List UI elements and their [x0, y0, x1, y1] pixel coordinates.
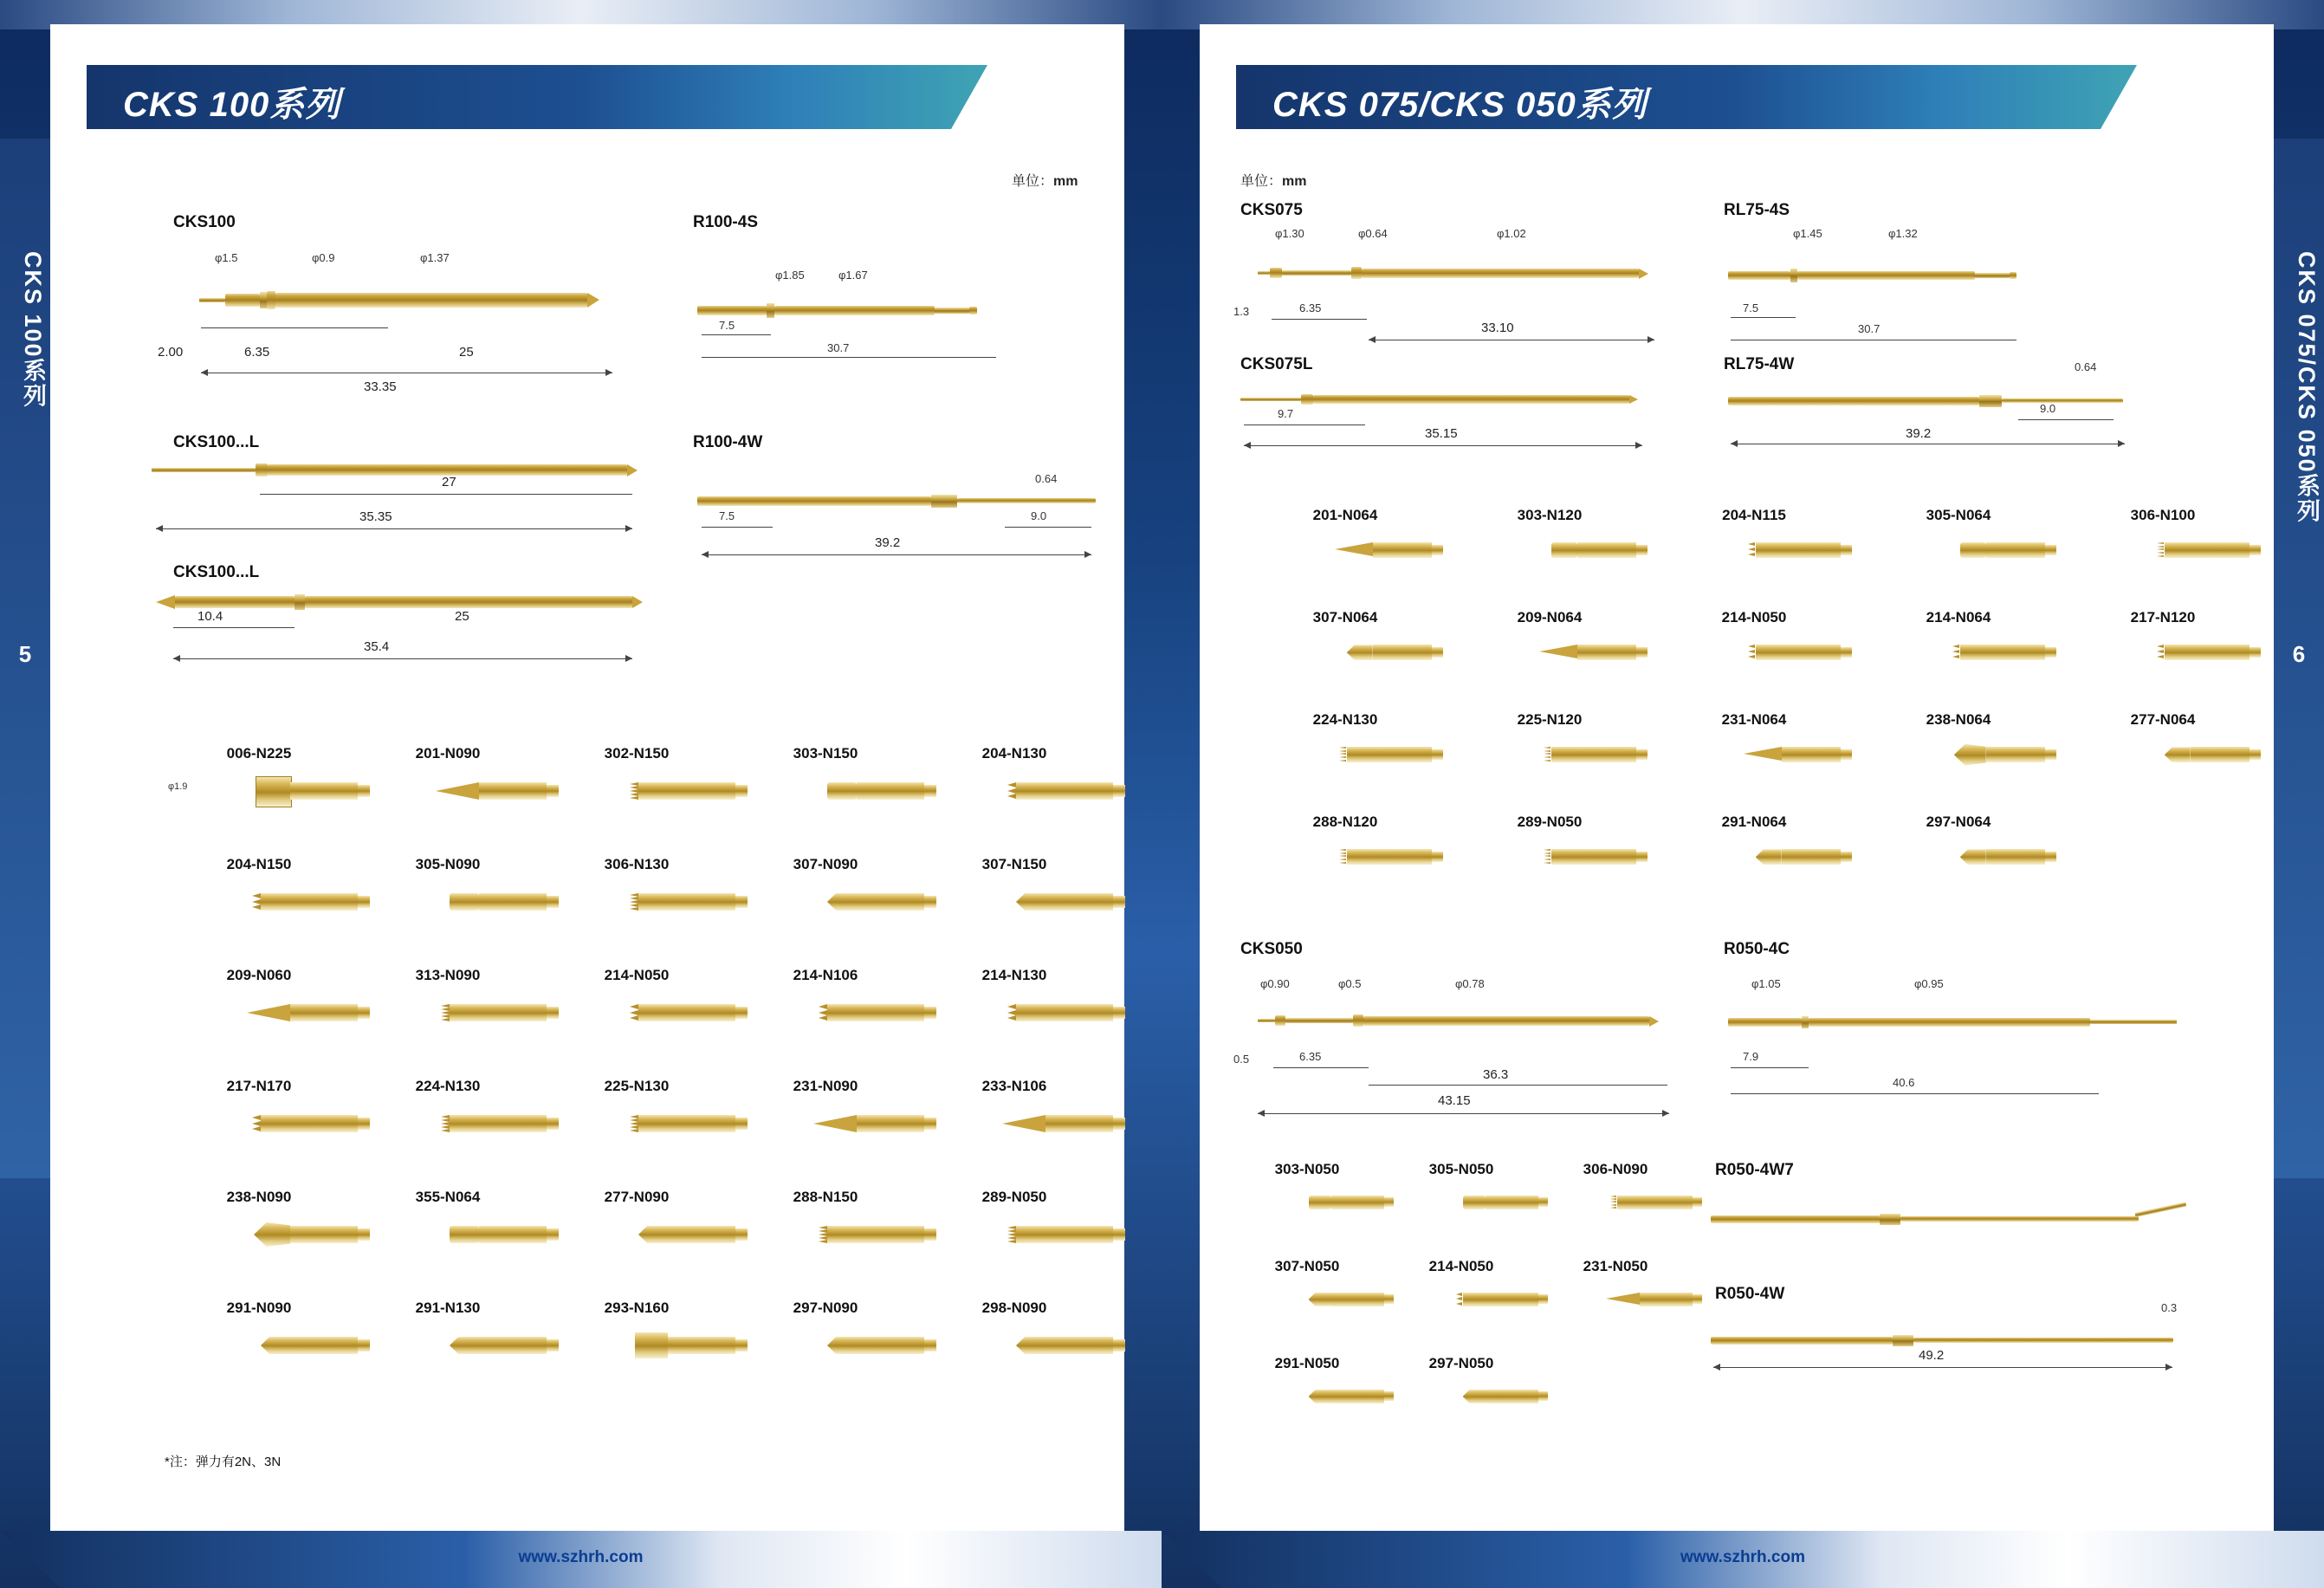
- tip-code-label: 291-N130: [415, 1300, 481, 1316]
- tip-code-label: 204-N150: [226, 856, 292, 872]
- tip-drawing: [1652, 533, 1856, 578]
- dim-cks100l-b-3: 35.4: [364, 639, 390, 654]
- tip-drawing: [1243, 737, 1447, 782]
- tip-drawing: [731, 882, 920, 927]
- tip-cell: [1538, 1258, 1693, 1329]
- tip-code-label: 231-N090: [793, 1078, 858, 1094]
- tip-code-label: 224-N130: [415, 1078, 481, 1094]
- dia-cks050-2: φ0.5: [1338, 977, 1362, 990]
- tip-code-label: 313-N090: [415, 967, 481, 983]
- dia-r050-4c-2: φ0.95: [1914, 977, 1944, 990]
- tip-code-label: 225-N130: [604, 1078, 670, 1094]
- tip-code-label: 305-N090: [415, 856, 481, 872]
- tip-cell: [1243, 813, 1447, 885]
- tip-code-label: 209-N064: [1517, 609, 1583, 625]
- dia-cks100-1: φ1.5: [215, 251, 238, 264]
- tip-cell: [1230, 1355, 1384, 1426]
- tip-cell: [165, 856, 353, 927]
- tip-cell: [165, 1300, 353, 1371]
- tip-code-label: 224-N130: [1312, 711, 1378, 728]
- tip-code-label: 277-N064: [2130, 711, 2196, 728]
- tip-drawing: [353, 771, 542, 816]
- right-side-tab-label: CKS 075/CKS 050系列: [2294, 251, 2320, 524]
- dia-cks050-1: φ0.90: [1260, 977, 1290, 990]
- tip-cell: [1243, 711, 1447, 782]
- tip-cell: [1447, 813, 1652, 885]
- drawing-label-r100-4w: R100-4W: [693, 433, 763, 451]
- tip-dimension-label: φ1.9: [168, 781, 188, 792]
- tip-drawing: [1230, 1187, 1384, 1232]
- tip-drawing: [542, 882, 731, 927]
- tip-cell: [1243, 507, 1447, 578]
- tip-code-label: 217-N170: [226, 1078, 292, 1094]
- drawing-label-cks100l-b: CKS100...L: [173, 563, 260, 581]
- tip-code-label: 214-N050: [604, 967, 670, 983]
- tip-cell: [731, 856, 920, 927]
- right-unit-label: 单位：mm: [1240, 174, 1307, 189]
- dia-cks100-3: φ1.37: [420, 251, 450, 264]
- tip-code-label: 302-N150: [604, 745, 670, 762]
- dim-r050-4c-1: 7.9: [1743, 1050, 1759, 1063]
- dia-r100-4w-1: 0.64: [1035, 472, 1058, 485]
- dim-cks100l-a-1: 27: [442, 475, 456, 489]
- tip-cell: [1652, 813, 1856, 885]
- tip-cell: [920, 1300, 1109, 1371]
- drawing-label-r050-4w: R050-4W: [1715, 1285, 1785, 1303]
- tip-drawing: [920, 1104, 1109, 1149]
- tip-cell: [920, 745, 1109, 816]
- tip-drawing: [1243, 635, 1447, 680]
- tip-drawing: [731, 1325, 920, 1371]
- tip-drawing: [920, 993, 1109, 1038]
- dim-cks100l-b-1: 10.4: [197, 609, 223, 624]
- tip-code-label: 209-N060: [226, 967, 292, 983]
- tip-code-label: 288-N120: [1312, 813, 1378, 830]
- tip-cell: [920, 1189, 1109, 1260]
- left-footer-url: www.szhrh.com: [518, 1548, 644, 1566]
- dim-rl75-4w-2: 39.2: [1906, 426, 1932, 441]
- tip-drawing: [1652, 839, 1856, 885]
- tip-drawing: [1856, 737, 2061, 782]
- dia-r100-4s-2: φ1.67: [838, 269, 868, 282]
- drawing-label-r100-4s: R100-4S: [693, 213, 758, 231]
- tip-cell: [2061, 711, 2265, 782]
- tip-drawing: [542, 1215, 731, 1260]
- dim-cks100-2: 6.35: [244, 345, 270, 360]
- tip-cell: [1384, 1355, 1538, 1426]
- tip-cell: [1652, 711, 1856, 782]
- left-banner: [87, 65, 987, 129]
- tip-cell: [353, 1300, 542, 1371]
- tip-code-label: 306-N090: [1583, 1161, 1648, 1177]
- tip-code-label: 289-N050: [981, 1189, 1047, 1205]
- dia-rl75-4w-1: 0.64: [2075, 360, 2097, 373]
- tip-code-label: 289-N050: [1517, 813, 1583, 830]
- right-banner-title: CKS 075/CKS 050系列: [1272, 86, 1648, 124]
- tip-cell: [353, 856, 542, 927]
- left-unit-label: 单位：mm: [1012, 174, 1078, 189]
- dim-cks100l-b-2: 25: [455, 609, 469, 624]
- tip-code-label: 214-N064: [1926, 609, 1991, 625]
- dim-r100-4w-3: 39.2: [875, 535, 901, 550]
- dim-cks050-4: 43.15: [1438, 1093, 1471, 1108]
- tip-code-label: 293-N160: [604, 1300, 670, 1316]
- tip-cell: [1538, 1161, 1693, 1232]
- tip-drawing: [1384, 1381, 1538, 1426]
- tip-code-label: 303-N050: [1274, 1161, 1340, 1177]
- tip-drawing: [920, 882, 1109, 927]
- tip-code-label: 201-N064: [1312, 507, 1378, 523]
- tip-cell: [542, 745, 731, 816]
- tip-cell: [1652, 609, 1856, 680]
- tip-cell: [731, 967, 920, 1038]
- tip-drawing: [165, 993, 353, 1038]
- left-note: *注：弹力有2N、3N: [165, 1455, 282, 1469]
- tip-code-label: 238-N064: [1926, 711, 1991, 728]
- tip-cell: [731, 1078, 920, 1149]
- drawing-label-r050-4w7: R050-4W7: [1715, 1161, 1794, 1179]
- tip-cell: [1230, 1258, 1384, 1329]
- dim-r100-4w-1: 7.5: [719, 509, 735, 522]
- dim-r100-4s-1: 7.5: [719, 319, 735, 332]
- drawing-label-cks075l: CKS075L: [1240, 355, 1313, 373]
- tip-code-label: 307-N064: [1312, 609, 1378, 625]
- tip-code-label: 297-N090: [793, 1300, 858, 1316]
- tip-code-label: 355-N064: [415, 1189, 481, 1205]
- tip-drawing: [1447, 737, 1652, 782]
- left-footer: [0, 1531, 1162, 1588]
- tip-drawing: [2061, 533, 2265, 578]
- tip-code-label: 225-N120: [1517, 711, 1583, 728]
- tip-drawing: [542, 1325, 731, 1371]
- tip-drawing: [1243, 839, 1447, 885]
- drawing-label-r050-4c: R050-4C: [1724, 940, 1790, 958]
- tip-code-label: 214-N106: [793, 967, 858, 983]
- dia-rl75-4s-1: φ1.45: [1793, 227, 1822, 240]
- right-footer: [1162, 1531, 2324, 1588]
- tip-cell: [2061, 507, 2265, 578]
- tip-drawing: [1652, 737, 1856, 782]
- tip-cell: [165, 967, 353, 1038]
- tip-cell: [353, 1189, 542, 1260]
- dia-cks075-3: φ1.02: [1497, 227, 1526, 240]
- tip-cell: [1447, 609, 1652, 680]
- dia-r100-4s-1: φ1.85: [775, 269, 805, 282]
- tip-code-label: 303-N150: [793, 745, 858, 762]
- drawing-label-rl75-4w: RL75-4W: [1724, 355, 1795, 373]
- dim-r100-4w-2: 9.0: [1031, 509, 1047, 522]
- tip-cell: [1447, 507, 1652, 578]
- tip-cell: [920, 1078, 1109, 1149]
- dia-cks100-2: φ0.9: [312, 251, 335, 264]
- tip-drawing: [165, 1325, 353, 1371]
- dia-rl75-4s-2: φ1.32: [1888, 227, 1918, 240]
- drawing-label-cks100l-a: CKS100...L: [173, 433, 260, 451]
- dim-cks050-3: 36.3: [1483, 1067, 1509, 1082]
- dim-r050-4c-2: 40.6: [1893, 1076, 1915, 1089]
- tip-cell: [353, 967, 542, 1038]
- tip-drawing: [542, 1104, 731, 1149]
- dim-rl75-4w-1: 9.0: [2040, 402, 2056, 415]
- tip-cell: [165, 1189, 353, 1260]
- dim-cks100-3: 25: [459, 345, 474, 360]
- tip-cell: [920, 856, 1109, 927]
- tip-cell: [542, 1189, 731, 1260]
- dim-cks100-1: 2.00: [158, 345, 184, 360]
- tip-code-label: 291-N050: [1274, 1355, 1340, 1371]
- dia-r050-4w-1: 0.3: [2161, 1301, 2178, 1314]
- tip-cell: [1384, 1258, 1538, 1329]
- tip-cell: [1243, 609, 1447, 680]
- tip-code-label: 204-N130: [981, 745, 1047, 762]
- tip-code-label: 277-N090: [604, 1189, 670, 1205]
- tip-drawing: [2061, 635, 2265, 680]
- dim-rl75-4s-1: 7.5: [1743, 301, 1759, 314]
- drawing-label-cks100: CKS100: [173, 213, 236, 231]
- tip-cell: [1384, 1161, 1538, 1232]
- right-banner: [1236, 65, 2137, 129]
- tip-code-label: 305-N050: [1428, 1161, 1494, 1177]
- left-banner-title: CKS 100系列: [123, 86, 341, 124]
- dim-r100-4s-2: 30.7: [827, 341, 850, 354]
- tip-code-label: 306-N130: [604, 856, 670, 872]
- tip-cell: [1447, 711, 1652, 782]
- dim-cks050-2: 6.35: [1299, 1050, 1322, 1063]
- tip-drawing: [1384, 1187, 1538, 1232]
- drawing-label-cks050: CKS050: [1240, 940, 1303, 958]
- tip-code-label: 291-N090: [226, 1300, 292, 1316]
- dia-cks075-1: φ1.30: [1275, 227, 1304, 240]
- tip-code-label: 297-N064: [1926, 813, 1991, 830]
- tip-cell: [353, 1078, 542, 1149]
- tip-drawing: [1447, 635, 1652, 680]
- tip-drawing: [1856, 839, 2061, 885]
- tip-drawing: [1538, 1284, 1693, 1329]
- tip-drawing: [1652, 635, 1856, 680]
- tip-drawing: [353, 882, 542, 927]
- tip-code-label: 006-N225: [226, 745, 292, 762]
- tip-drawing: [353, 1325, 542, 1371]
- dim-cks075-2: 6.35: [1299, 301, 1322, 314]
- tip-code-label: 214-N130: [981, 967, 1047, 983]
- tip-drawing: [1447, 533, 1652, 578]
- tip-cell: [1856, 507, 2061, 578]
- dim-rl75-4s-2: 30.7: [1858, 322, 1881, 335]
- tip-drawing: [731, 771, 920, 816]
- left-side-tab-label: CKS 100系列: [20, 251, 46, 409]
- tip-cell: [165, 1078, 353, 1149]
- tip-cell: [920, 967, 1109, 1038]
- dim-r050-4w-1: 49.2: [1919, 1348, 1945, 1363]
- tip-cell: [731, 1189, 920, 1260]
- tip-code-label: 298-N090: [981, 1300, 1047, 1316]
- tip-code-label: 201-N090: [415, 745, 481, 762]
- left-page-number: 5: [18, 641, 32, 667]
- tip-code-label: 217-N120: [2130, 609, 2196, 625]
- tip-code-label: 214-N050: [1428, 1258, 1494, 1274]
- tip-code-label: 307-N090: [793, 856, 858, 872]
- tip-cell: [1856, 813, 2061, 885]
- tip-cell: [1856, 711, 2061, 782]
- tip-drawing: [920, 1325, 1109, 1371]
- dia-cks075-2: φ0.64: [1358, 227, 1388, 240]
- tip-drawing: [2061, 737, 2265, 782]
- tip-cell: [542, 1078, 731, 1149]
- tip-drawing: [542, 771, 731, 816]
- tip-cell: [542, 1300, 731, 1371]
- tip-drawing: [165, 1215, 353, 1260]
- dim-cks075l-1: 9.7: [1278, 407, 1294, 420]
- tip-code-label: 307-N150: [981, 856, 1047, 872]
- tip-code-label: 231-N064: [1721, 711, 1787, 728]
- tip-cell: [2061, 609, 2265, 680]
- dim-cks075-3: 33.10: [1481, 321, 1514, 335]
- right-page-number: 6: [2292, 641, 2306, 667]
- tip-code-label: 238-N090: [226, 1189, 292, 1205]
- tip-drawing: [1538, 1187, 1693, 1232]
- dim-cks075-1: 1.3: [1233, 305, 1250, 318]
- tip-cell: [731, 1300, 920, 1371]
- dim-cks100l-a-2: 35.35: [359, 509, 392, 524]
- tip-code-label: 297-N050: [1428, 1355, 1494, 1371]
- tip-drawing: [542, 993, 731, 1038]
- tip-drawing: [1243, 533, 1447, 578]
- tip-cell: [542, 967, 731, 1038]
- tip-drawing: [353, 993, 542, 1038]
- tip-cell: [731, 745, 920, 816]
- right-footer-url: www.szhrh.com: [1680, 1548, 1805, 1566]
- dia-r050-4c-1: φ1.05: [1751, 977, 1781, 990]
- dim-cks075l-2: 35.15: [1425, 426, 1458, 441]
- drawing-label-rl75-4s: RL75-4S: [1724, 201, 1790, 219]
- tip-drawing: [731, 1104, 920, 1149]
- tip-drawing: [353, 1215, 542, 1260]
- tip-drawing: [1384, 1284, 1538, 1329]
- dim-cks050-1: 0.5: [1233, 1053, 1250, 1066]
- tip-cell: [542, 856, 731, 927]
- drawing-label-cks075: CKS075: [1240, 201, 1303, 219]
- tip-cell: [1230, 1161, 1384, 1232]
- tip-drawing: [920, 1215, 1109, 1260]
- tip-drawing: [165, 771, 353, 816]
- tip-cell: [1856, 609, 2061, 680]
- tip-code-label: 291-N064: [1721, 813, 1787, 830]
- tip-drawing: [920, 771, 1109, 816]
- tip-code-label: 214-N050: [1721, 609, 1787, 625]
- tip-code-label: 204-N115: [1722, 507, 1786, 523]
- tip-drawing: [731, 1215, 920, 1260]
- tip-drawing: [1856, 533, 2061, 578]
- tip-code-label: 307-N050: [1274, 1258, 1340, 1274]
- dia-cks050-3: φ0.78: [1455, 977, 1485, 990]
- tip-drawing: [1230, 1381, 1384, 1426]
- tip-drawing: [1856, 635, 2061, 680]
- tip-code-label: 303-N120: [1517, 507, 1583, 523]
- tip-cell: [1652, 507, 1856, 578]
- tip-code-label: 305-N064: [1926, 507, 1991, 523]
- tip-drawing: [731, 993, 920, 1038]
- tip-code-label: 233-N106: [981, 1078, 1047, 1094]
- tip-drawing: [165, 882, 353, 927]
- tip-drawing: [1447, 839, 1652, 885]
- tip-code-label: 288-N150: [793, 1189, 858, 1205]
- tip-code-label: 231-N050: [1583, 1258, 1648, 1274]
- tip-cell: [165, 745, 353, 816]
- tip-cell: [353, 745, 542, 816]
- tip-code-label: 306-N100: [2130, 507, 2196, 523]
- dim-cks100-4: 33.35: [364, 379, 397, 394]
- tip-drawing: [353, 1104, 542, 1149]
- tip-drawing: [165, 1104, 353, 1149]
- tip-drawing: [1230, 1284, 1384, 1329]
